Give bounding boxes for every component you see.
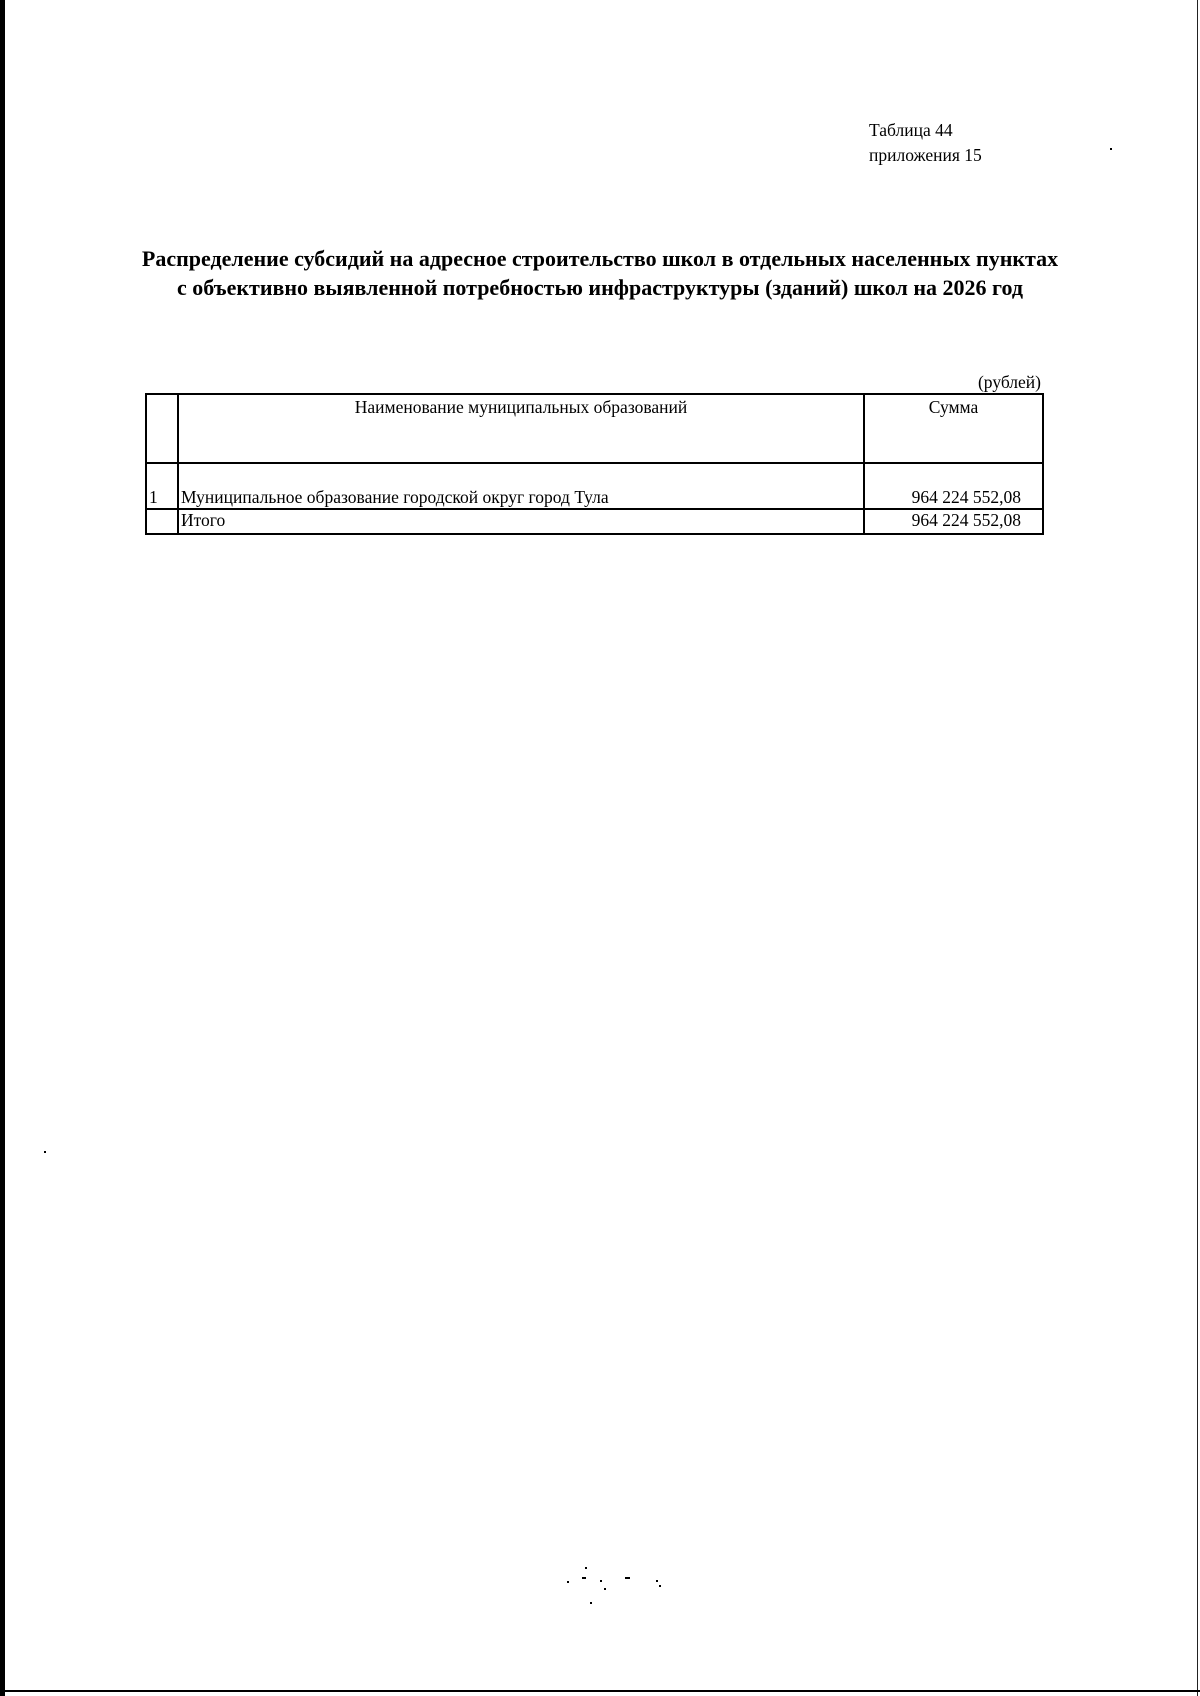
title-line-1: Распределение субсидий на адресное строительство школ в отдельных населенных пунктах bbox=[141, 246, 1059, 271]
page-right-edge bbox=[1197, 0, 1198, 1696]
table-bottom-border bbox=[145, 533, 1044, 535]
scan-speck bbox=[590, 1602, 592, 1604]
scan-speck bbox=[585, 1567, 587, 1569]
scan-speck bbox=[659, 1585, 661, 1587]
scan-speck bbox=[567, 1581, 569, 1583]
page-bottom-edge bbox=[0, 1690, 1200, 1692]
header-sum: Сумма bbox=[928, 397, 979, 417]
scan-speck bbox=[604, 1588, 606, 1590]
header-bottom-border bbox=[145, 462, 1044, 464]
scan-speck bbox=[656, 1580, 658, 1582]
row-1-sum: 964 224 552,08 bbox=[911, 487, 1021, 507]
scan-speck bbox=[600, 1580, 602, 1582]
scan-speck bbox=[582, 1577, 586, 1579]
document-title bbox=[100, 244, 1100, 302]
scan-speck bbox=[44, 1151, 46, 1153]
title-line-2: с объективно выявленной потребностью инфраструктуры (зданий) школ на 2026 год bbox=[177, 275, 1023, 300]
table-left-border bbox=[145, 393, 147, 535]
subsidy-table bbox=[145, 393, 1044, 535]
appendix-number: приложения 15 bbox=[869, 145, 982, 165]
units-label: (рублей) bbox=[977, 372, 1041, 392]
scan-speck bbox=[1110, 148, 1112, 150]
total-label: Итого bbox=[181, 510, 226, 530]
row-1-num: 1 bbox=[149, 487, 158, 507]
scan-speck bbox=[625, 1577, 630, 1579]
page-left-edge bbox=[0, 0, 5, 1696]
table-number: Таблица 44 bbox=[869, 120, 953, 140]
table-right-border bbox=[1042, 393, 1044, 535]
table-top-border bbox=[145, 393, 1044, 395]
total-sum: 964 224 552,08 bbox=[911, 510, 1021, 530]
table-reference-note bbox=[869, 118, 982, 168]
row-1-name: Муниципальное образование городской округ город Тула bbox=[181, 487, 609, 507]
header-name: Наименование муниципальных образований bbox=[354, 397, 688, 417]
